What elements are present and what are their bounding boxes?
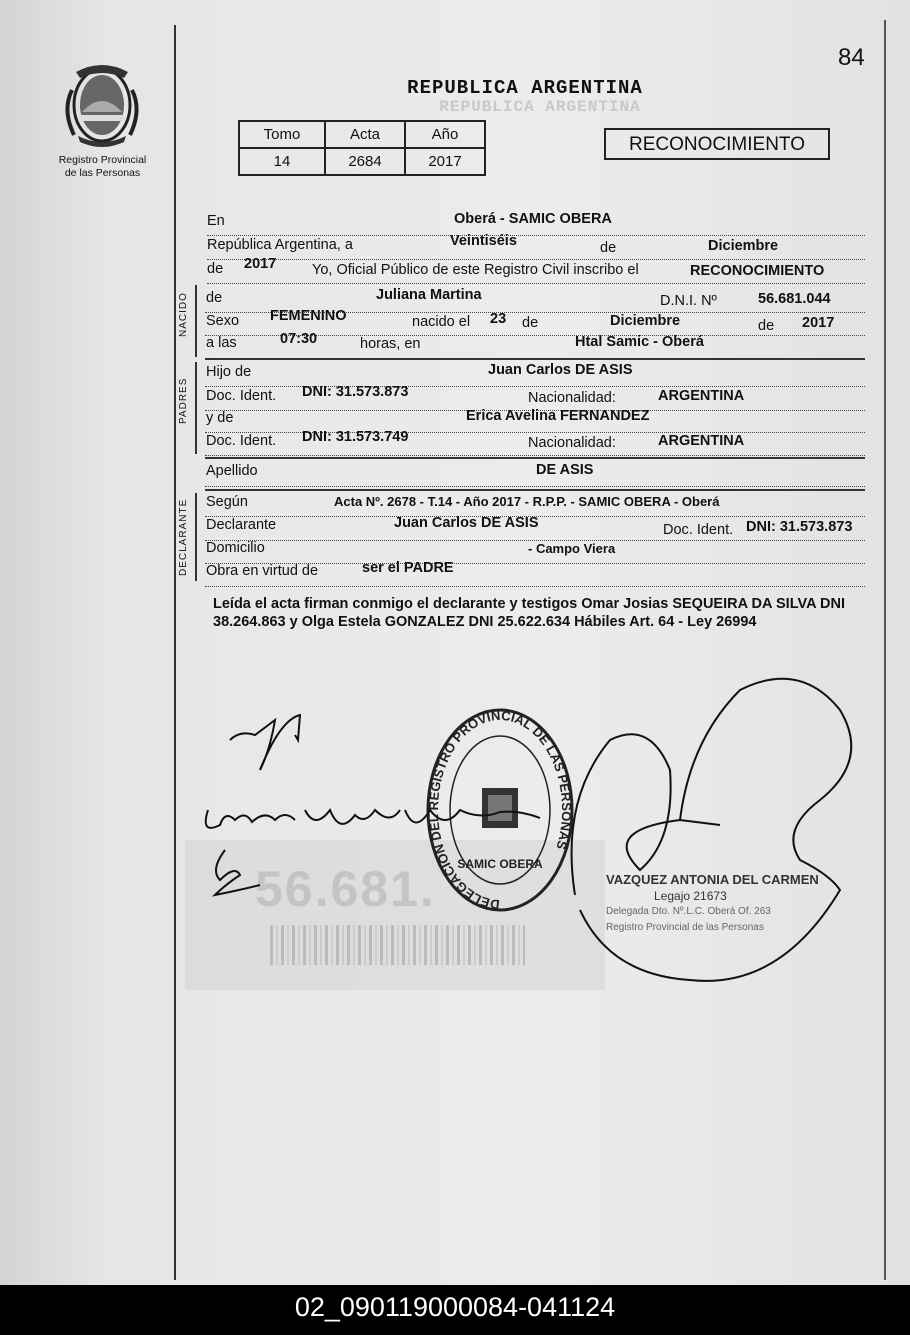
yde-label: y de bbox=[206, 410, 234, 426]
declarante-separator bbox=[195, 493, 197, 581]
ghost-number: 56.681. bbox=[255, 861, 436, 917]
stamp-inner-text: SAMIC OBERA bbox=[457, 857, 543, 871]
horas-label: horas, en bbox=[360, 336, 421, 352]
obra-label: Obra en virtud de bbox=[206, 563, 319, 579]
obra-value: ser el PADRE bbox=[362, 560, 454, 576]
official-role: Delegada Dto. Nº.L.C. Oberá Of. 263 bbox=[606, 906, 771, 917]
declarante-label: Declarante bbox=[206, 517, 277, 533]
registry-table-value-row bbox=[239, 148, 485, 175]
act-value: RECONOCIMIENTO bbox=[690, 263, 825, 279]
hijo-label: Hijo de bbox=[206, 364, 252, 380]
doc-label-declarante: Doc. Ident. bbox=[663, 522, 734, 538]
official-registry: Registro Provincial de las Personas bbox=[606, 922, 764, 933]
acta-header: Acta bbox=[325, 121, 405, 148]
mother-doc: DNI: 31.573.749 bbox=[302, 429, 409, 445]
birth-time: 07:30 bbox=[280, 331, 318, 347]
sexo-label: Sexo bbox=[206, 313, 240, 329]
footer-code: 02_090119000084-041124 bbox=[0, 1285, 910, 1335]
left-margin-line bbox=[174, 25, 176, 1280]
nacido-section-label: NACIDO bbox=[178, 292, 189, 337]
de-label-birth-year: de bbox=[758, 318, 775, 334]
father-doc: DNI: 31.573.873 bbox=[302, 384, 409, 400]
dni-value: 56.681.044 bbox=[758, 291, 831, 307]
nacido-bottom-line bbox=[205, 358, 865, 360]
apellido-label: Apellido bbox=[206, 463, 258, 479]
year-value: 2017 bbox=[244, 256, 277, 272]
document-title: REPUBLICA ARGENTINA bbox=[407, 77, 643, 99]
padres-separator bbox=[195, 362, 197, 454]
official-name: VAZQUEZ ANTONIA DEL CARMEN bbox=[606, 872, 819, 887]
tomo-value: 14 bbox=[239, 148, 325, 175]
declarante-section-label: DECLARANTE bbox=[178, 498, 189, 576]
month-value: Diciembre bbox=[708, 238, 779, 254]
registry-label bbox=[40, 154, 165, 180]
birth-place: Htal Samic - Oberá bbox=[575, 334, 704, 350]
legal-text: Leída el acta firman conmigo el declarante y testigos Omar Josias SEQUEIRA DA SILVA DNI 38.264.863 y Olga Estela GONZALEZ DNI 25.622.634 Hábiles Art. 64 - Ley 26994 bbox=[213, 596, 846, 630]
father-name: Juan Carlos DE ASIS bbox=[488, 362, 633, 378]
segun-value: Acta Nº. 2678 - T.14 - Año 2017 - R.P.P. - SAMIC OBERA - Oberá bbox=[334, 494, 720, 509]
birth-month: Diciembre bbox=[610, 313, 681, 329]
republica-label: República Argentina, a bbox=[207, 237, 353, 253]
domicilio-value: - Campo Viera bbox=[528, 541, 616, 556]
misiones-crest-icon bbox=[62, 60, 142, 150]
page-number: 84 bbox=[838, 44, 865, 71]
registry-label-line2: de las Personas bbox=[64, 167, 141, 179]
en-label: En bbox=[207, 213, 225, 229]
padres-bottom-line bbox=[205, 457, 865, 459]
signatures-icon bbox=[180, 660, 880, 1000]
padres-section-label: PADRES bbox=[178, 377, 189, 424]
de-label-name: de bbox=[206, 290, 223, 306]
segun-label: Según bbox=[206, 494, 248, 510]
nac-label-father: Nacionalidad: bbox=[528, 390, 616, 406]
registry-label-line1: Registro Provincial bbox=[58, 154, 147, 166]
apellido-value: DE ASIS bbox=[536, 462, 594, 478]
doc-label-father: Doc. Ident. bbox=[206, 388, 277, 404]
nacido-separator bbox=[195, 285, 197, 357]
official-legajo: Legajo 21673 bbox=[654, 889, 727, 903]
birth-day: 23 bbox=[490, 311, 507, 327]
official-signer-block bbox=[606, 872, 846, 936]
de-label-2: de bbox=[207, 261, 224, 277]
ghost-title: REPUBLICA ARGENTINA bbox=[439, 98, 641, 116]
birth-year: 2017 bbox=[802, 315, 835, 331]
en-value: Oberá - SAMIC OBERA bbox=[454, 211, 612, 227]
apellido-bottom-line bbox=[205, 489, 865, 491]
domicilio-label: Domicilio bbox=[206, 540, 265, 556]
dni-label: D.N.I. Nº bbox=[660, 293, 717, 309]
mother-nat: ARGENTINA bbox=[658, 433, 745, 449]
ano-header: Año bbox=[405, 121, 485, 148]
stamp-ring-text: DELEGACION DEL REGISTRO PROVINCIAL DE LAS PERSONAS bbox=[425, 707, 575, 913]
nacido-label: nacido el bbox=[412, 314, 471, 330]
de-label-1: de bbox=[600, 240, 617, 256]
oficial-text: Yo, Oficial Público de este Registro Civil inscribo el bbox=[312, 262, 639, 278]
declarante-value: Juan Carlos DE ASIS bbox=[394, 515, 539, 531]
name-value: Juliana Martina bbox=[376, 287, 482, 303]
de-label-birth: de bbox=[522, 315, 539, 331]
acta-value: 2684 bbox=[325, 148, 405, 175]
registry-table-header-row bbox=[239, 121, 485, 148]
ano-value: 2017 bbox=[405, 148, 485, 175]
mother-name: Erica Avelina FERNANDEZ bbox=[466, 408, 650, 424]
registry-table bbox=[238, 120, 486, 176]
declarante-doc: DNI: 31.573.873 bbox=[746, 519, 853, 535]
tomo-header: Tomo bbox=[239, 121, 325, 148]
alas-label: a las bbox=[206, 335, 237, 351]
right-margin-line bbox=[884, 20, 886, 1280]
sexo-value: FEMENINO bbox=[270, 308, 347, 324]
doc-label-mother: Doc. Ident. bbox=[206, 433, 277, 449]
nac-label-mother: Nacionalidad: bbox=[528, 435, 616, 451]
act-type-box: RECONOCIMIENTO bbox=[604, 128, 830, 160]
father-nat: ARGENTINA bbox=[658, 388, 745, 404]
day-value: Veintiséis bbox=[450, 233, 517, 249]
apellido-row bbox=[205, 465, 865, 487]
